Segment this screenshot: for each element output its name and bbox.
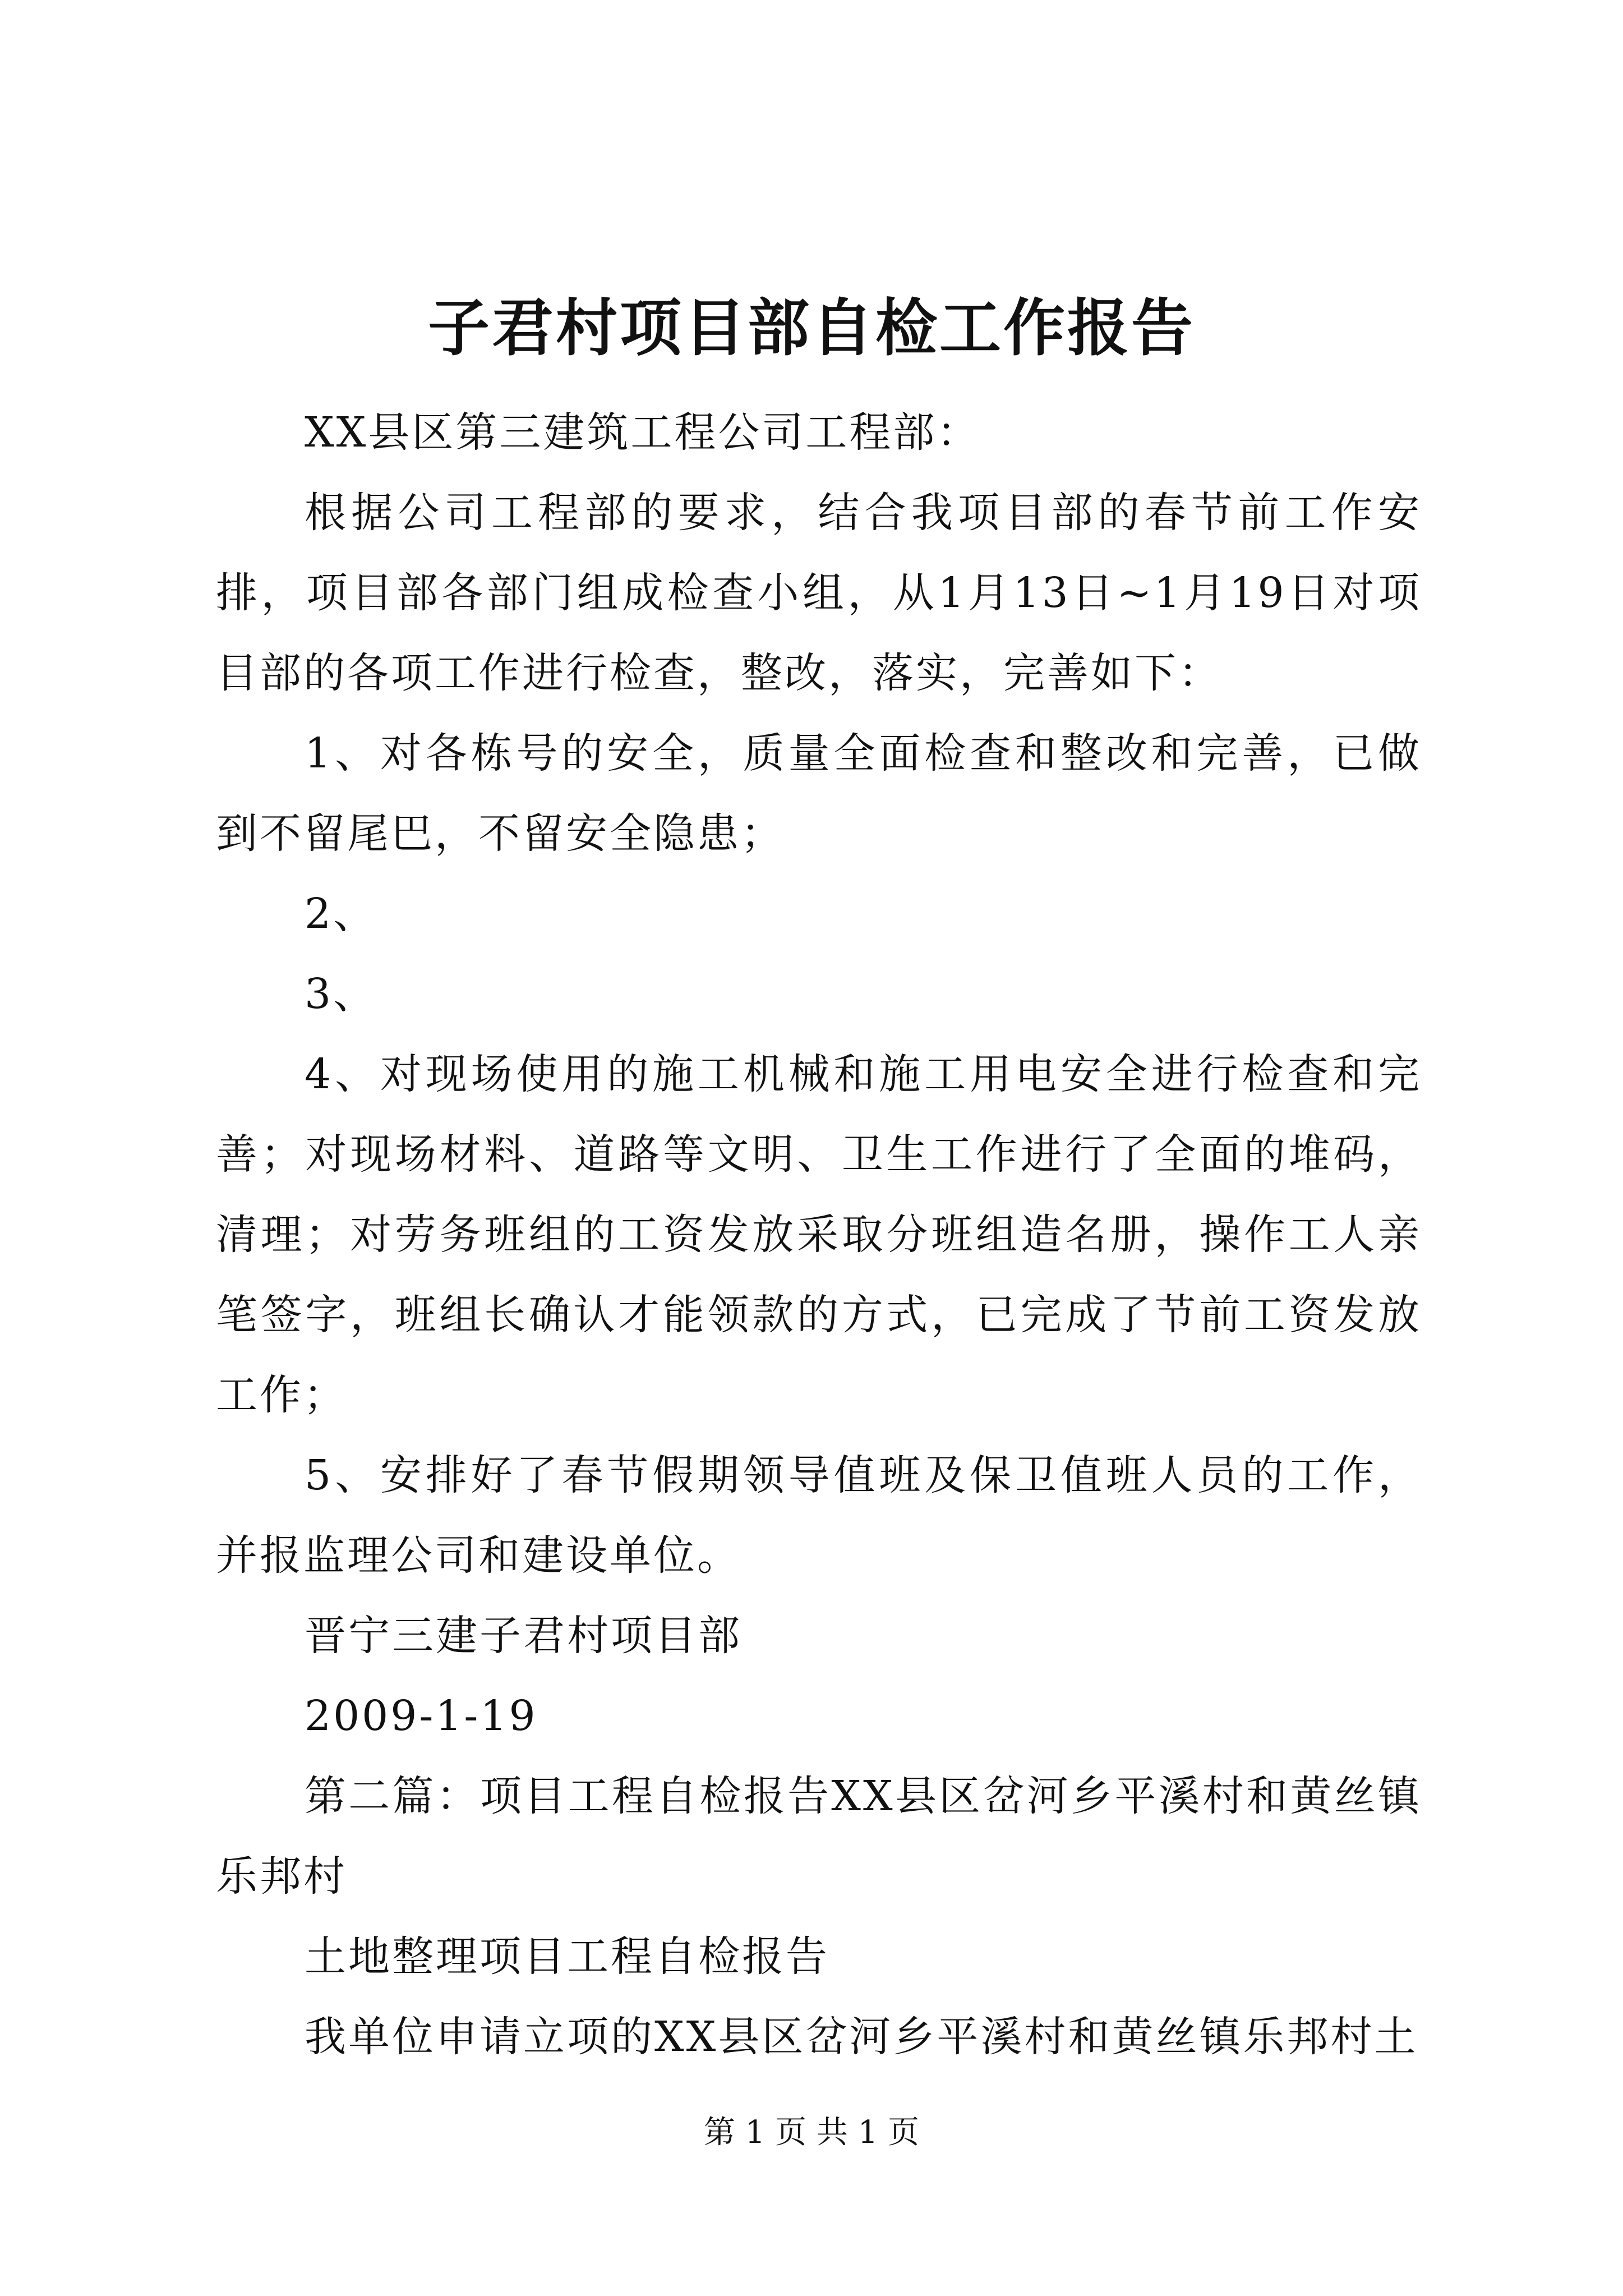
salutation: XX县区第三建筑工程公司工程部： [305,408,981,457]
list-item-4: 4、对现场使用的施工机械和施工用电安全进行检查和完善；对现场材料、道路等文明、卫生工作进行了全面的堆码，清理；对劳务班组的工资发放采取分班组造名册，操作工人亲笔签字，班组长确认才能领款的方式，已完成了节前工资发放工作； [216,1050,1422,1419]
list-item-5: 5、安排好了春节假期领导值班及保卫值班人员的工作，并报监理公司和建设单位。 [216,1451,1422,1580]
signature-date: 2009-1-19 [305,1692,538,1740]
list-item-2: 2、 [305,890,377,938]
section-two-paragraph: 我单位申请立项的XX县区岔河乡平溪村和黄丝镇乐邦村土 [305,2013,1418,2061]
list-item-3: 3、 [305,970,377,1018]
section-two-heading: 第二篇：项目工程自检报告XX县区岔河乡平溪村和黄丝镇乐邦村 [216,1772,1422,1901]
document-title: 子君村项目部自检工作报告 [428,292,1195,364]
page-number-footer: 第 1 页 共 1 页 [703,2114,920,2151]
section-two-subheading: 土地整理项目工程自检报告 [305,1932,829,1981]
list-item-1: 1、对各栋号的安全，质量全面检查和整改和完善，已做到不留尾巴，不留安全隐患； [216,729,1422,858]
paragraph-intro: 根据公司工程部的要求，结合我项目部的春节前工作安排，项目部各部门组成检查小组，从1月13日~1月19日对项目部的各项工作进行检查，整改，落实，完善如下： [216,489,1422,697]
signature-organization: 晋宁三建子君村项目部 [305,1612,742,1660]
document-body [216,393,1422,2077]
